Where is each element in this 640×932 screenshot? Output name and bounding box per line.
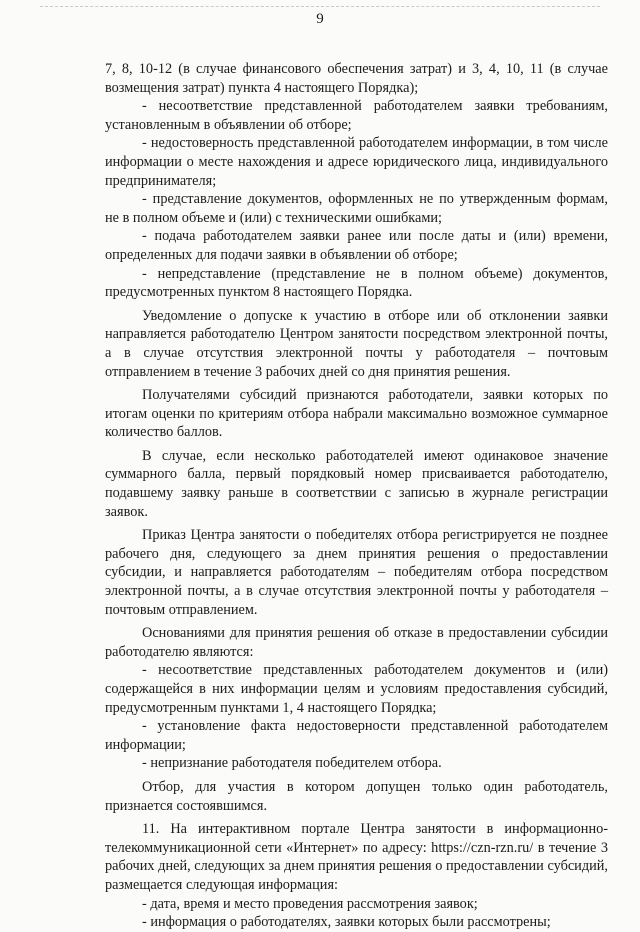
list-item: - дата, время и место проведения рассмотрения заявок;: [142, 895, 478, 912]
list-item: - представление документов, оформленных не по утвержденным формам, не в полном объеме и (или) с техническими ошибками;: [105, 191, 608, 226]
paragraph: Получателями субсидий признаются работодатели, заявки которых по итогам оценки по критериям отбора набрали максимально возможное суммарное количество баллов.: [105, 387, 608, 441]
scan-edge-line: [40, 6, 600, 7]
paragraph: Приказ Центра занятости о победителях отбора регистрируется не позднее рабочего дня, следующего за днем принятия решения о предоставлении субсидии, и направляется работодателям – победителям отбора посредством электронной почты, а в случае отсутствия электронной почты у работодателя – почтовым отправлением.: [105, 527, 608, 618]
paragraph: В случае, если несколько работодателей имеют одинаковое значение суммарного балла, первый порядковый номер присваивается работодателю, подавшему заявку раньше в соответствии с записью в журнале регистрации заявок.: [105, 447, 608, 520]
list-item: - недостоверность представленной работодателем информации, в том числе информации о месте нахождения и адресе юридического лица, индивидуального предпринимателя;: [105, 135, 608, 189]
list-item: - непредставление (представление не в полном объеме) документов, предусмотренных пунктом 8 настоящего Порядка.: [105, 265, 608, 301]
list-item: - несоответствие представленной работодателем заявки требованиям, установленным в объявлении об отборе;: [105, 98, 608, 133]
list-item: - несоответствие представленных работодателем документов и (или) содержащейся в них информации целям и условиям предоставления субсидий, предусмотренным пунктами 1, 4 настоящего Порядка;: [105, 662, 608, 716]
list-item: - подача работодателем заявки ранее или после даты и (или) времени, определенных для подачи заявки в объявлении об отборе;: [105, 228, 608, 263]
list-item: - установление факта недостоверности представленной работодателем информации;: [105, 718, 608, 753]
document-body: [105, 60, 608, 932]
list-item: - непризнание работодателя победителем отбора.: [142, 755, 442, 772]
paragraph: Основаниями для принятия решения об отказе в предоставлении субсидии работодателю являются:: [105, 625, 608, 660]
paragraph: Отбор, для участия в котором допущен только один работодатель, признается состоявшимся.: [105, 778, 608, 814]
list-item: - информация о работодателях, заявки которых были рассмотрены;: [142, 914, 551, 931]
paragraph: 7, 8, 10-12 (в случае финансового обеспечения затрат) и 3, 4, 10, 11 (в случае возмещения затрат) пункта 4 настоящего Порядка);: [105, 61, 608, 96]
paragraph: Уведомление о допуске к участию в отборе или об отклонении заявки направляется работодателю Центром занятости посредством электронной почты, а в случае отсутствия электронной почты у работодателя – почтовым отправлением в течение 3 рабочих дней со дня принятия решения.: [105, 307, 608, 380]
paragraph: 11. На интерактивном портале Центра занятости в информационно-телекоммуникационной сети «Интернет» по адресу: https://czn-rzn.ru/ в течение 3 рабочих дней, следующих за днем принятия решения о предоставлении субсидий, размещается следующая информация:: [105, 821, 608, 893]
page-number: 9: [316, 11, 324, 27]
